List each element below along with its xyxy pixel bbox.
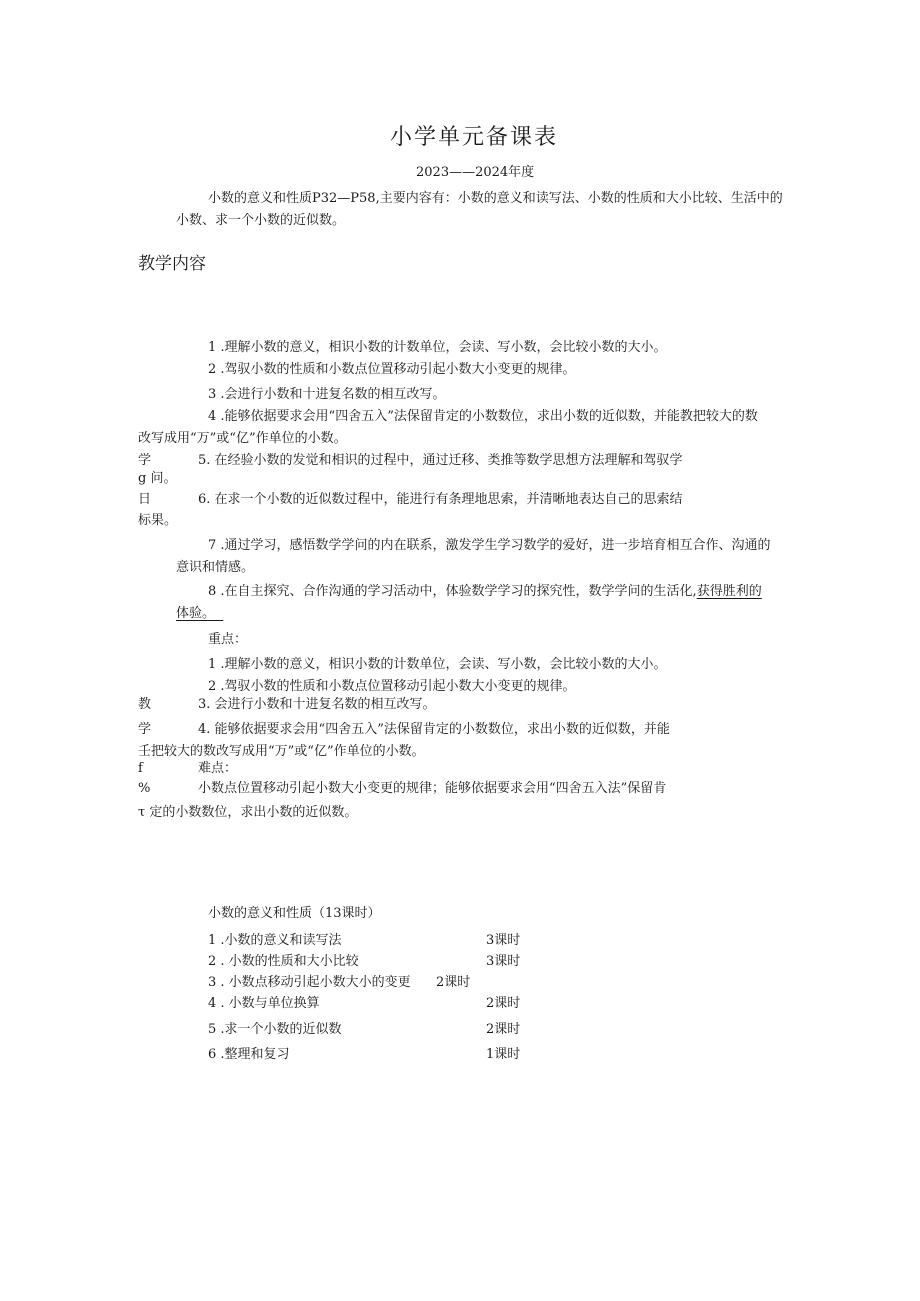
schedule-hours: 2课时 — [436, 975, 471, 990]
unit-intro-line2: 小数、求一个小数的近似数。 — [176, 213, 346, 228]
goal-text: 在求一个小数的近似数过程中，能进行有条理地思索，并清晰地表达自己的思索结 — [214, 492, 683, 507]
schedule-heading: 小数的意义和性质（13课时） — [208, 906, 381, 921]
difficulties-line1: 小数点位置移动引起小数大小变更的规律；能够依据要求会用“四舍五入法”保留肯 — [198, 781, 667, 796]
key-point-text: .理解小数的意义，相识小数的计数单位，会读、写小数，会比较小数的大小。 — [220, 657, 667, 672]
schedule-item — [208, 1022, 342, 1038]
goal-item — [208, 362, 576, 378]
key-point-number: 2 — [208, 679, 217, 694]
schedule-item — [208, 954, 359, 970]
side-label: 壬 — [138, 744, 152, 759]
schedule-item — [208, 996, 320, 1012]
schedule-hours: 2课时 — [486, 1022, 521, 1037]
schedule-number: 1 — [208, 933, 217, 948]
goal-continuation: 意识和情感。 — [176, 560, 255, 575]
schedule-hours: 3课时 — [486, 954, 521, 969]
schedule-title: .小数的意义和读写法 — [220, 933, 342, 948]
schedule-title: .整理和复习 — [220, 1047, 290, 1062]
schedule-item — [208, 933, 342, 949]
goal-item — [208, 409, 758, 425]
key-point-number: 4. — [198, 722, 211, 737]
goal-continuation: 改写成用“万”或“亿”作单位的小数。 — [138, 431, 347, 446]
goal-text: .理解小数的意义，相识小数的计数单位，会读、写小数，会比较小数的大小。 — [220, 340, 667, 355]
side-label: 教 — [138, 697, 152, 712]
schedule-number: 3 — [208, 975, 217, 990]
school-year: 2023——2024年度 — [416, 165, 535, 180]
side-label: 学 — [138, 453, 152, 468]
schedule-title: . 小数与单位换算 — [220, 996, 320, 1011]
goal-number: 1 — [208, 340, 217, 355]
key-point-item — [208, 657, 667, 673]
side-label: f — [138, 761, 143, 776]
key-point-number: 3. — [198, 697, 211, 712]
key-point-item — [208, 679, 576, 695]
goal-number: 3 — [208, 387, 217, 402]
schedule-number: 6 — [208, 1047, 217, 1062]
goal-text: .通过学习，感悟数学学问的内在联系，激发学生学习数学的爱好，进一步培育相互合作、沟通的 — [220, 538, 771, 553]
schedule-item — [208, 975, 411, 991]
side-label: g — [138, 471, 147, 486]
side-label: 标 — [138, 513, 152, 528]
difficulties-line2: τ 定的小数数位，求出小数的近似数。 — [138, 805, 358, 820]
goal-item — [198, 453, 683, 469]
goal-number: 5. — [198, 453, 211, 468]
key-point-item — [198, 722, 670, 738]
goal-item — [208, 584, 762, 600]
goal-text: .能够依据要求会用“四舍五入”法保留肯定的小数数位，求出小数的近似数，并能教把较大的数 — [220, 409, 758, 424]
key-point-text: .驾驭小数的性质和小数点位置移动引起小数大小变更的规律。 — [220, 679, 576, 694]
schedule-title: .求一个小数的近似数 — [220, 1022, 342, 1037]
side-label: % — [138, 781, 151, 796]
key-point-item — [198, 697, 436, 713]
goal-text: .在自主探究、合作沟通的学习活动中，体验数学学习的探究性，数学学问的生活化, — [220, 584, 697, 599]
key-point-text: 会进行小数和十进复名数的相互改写。 — [214, 697, 436, 712]
schedule-number: 4 — [208, 996, 217, 1011]
side-label: 学 — [138, 722, 152, 737]
goal-item — [208, 340, 667, 356]
goal-number: 2 — [208, 362, 217, 377]
goal-continuation: 体验。 — [176, 606, 216, 621]
section-heading: 教学内容 — [138, 254, 206, 274]
key-points-heading: 重点： — [208, 632, 248, 647]
goal-text: .会进行小数和十进复名数的相互改写。 — [220, 387, 446, 402]
key-point-number: 1 — [208, 657, 217, 672]
schedule-hours: 1课时 — [486, 1047, 521, 1062]
schedule-hours: 2课时 — [486, 996, 521, 1011]
goal-number: 4 — [208, 409, 217, 424]
goal-number: 8 — [208, 584, 217, 599]
schedule-hours: 3课时 — [486, 933, 521, 948]
schedule-number: 2 — [208, 954, 217, 969]
goal-item — [208, 387, 446, 403]
side-label: τ — [138, 805, 146, 820]
goal-item — [198, 492, 683, 508]
schedule-title: . 小数的性质和大小比较 — [220, 954, 359, 969]
goal-text: 在经验小数的发觉和相识的过程中，通过迁移、类推等数学思想方法理解和驾驭学 — [214, 453, 683, 468]
schedule-item — [208, 1047, 290, 1063]
goal-underlined-text: 获得胜利的 — [696, 584, 762, 599]
schedule-number: 5 — [208, 1022, 217, 1037]
goal-number: 6. — [198, 492, 211, 507]
goal-continuation: 标果。 — [138, 513, 178, 528]
page-title: 小学单元备课表 — [390, 125, 559, 150]
key-point-continuation: 壬把较大的数改写成用“万”或“亿”作单位的小数。 — [138, 744, 425, 759]
goal-number: 7 — [208, 538, 217, 553]
side-label: 日 — [138, 492, 152, 507]
goal-item — [208, 538, 771, 554]
difficulties-heading: 难点： — [198, 761, 238, 776]
goal-text: .驾驭小数的性质和小数点位置移动引起小数大小变更的规律。 — [220, 362, 576, 377]
schedule-title: . 小数点移动引起小数大小的变更 — [220, 975, 411, 990]
goal-continuation: g 问。 — [138, 471, 177, 486]
unit-intro-line1: 小数的意义和性质P32—P58,主要内容有：小数的意义和读写法、小数的性质和大小比较、生活中的 — [208, 191, 783, 206]
key-point-text: 能够依据要求会用“四舍五入”法保留肯定的小数数位，求出小数的近似数，并能 — [214, 722, 670, 737]
